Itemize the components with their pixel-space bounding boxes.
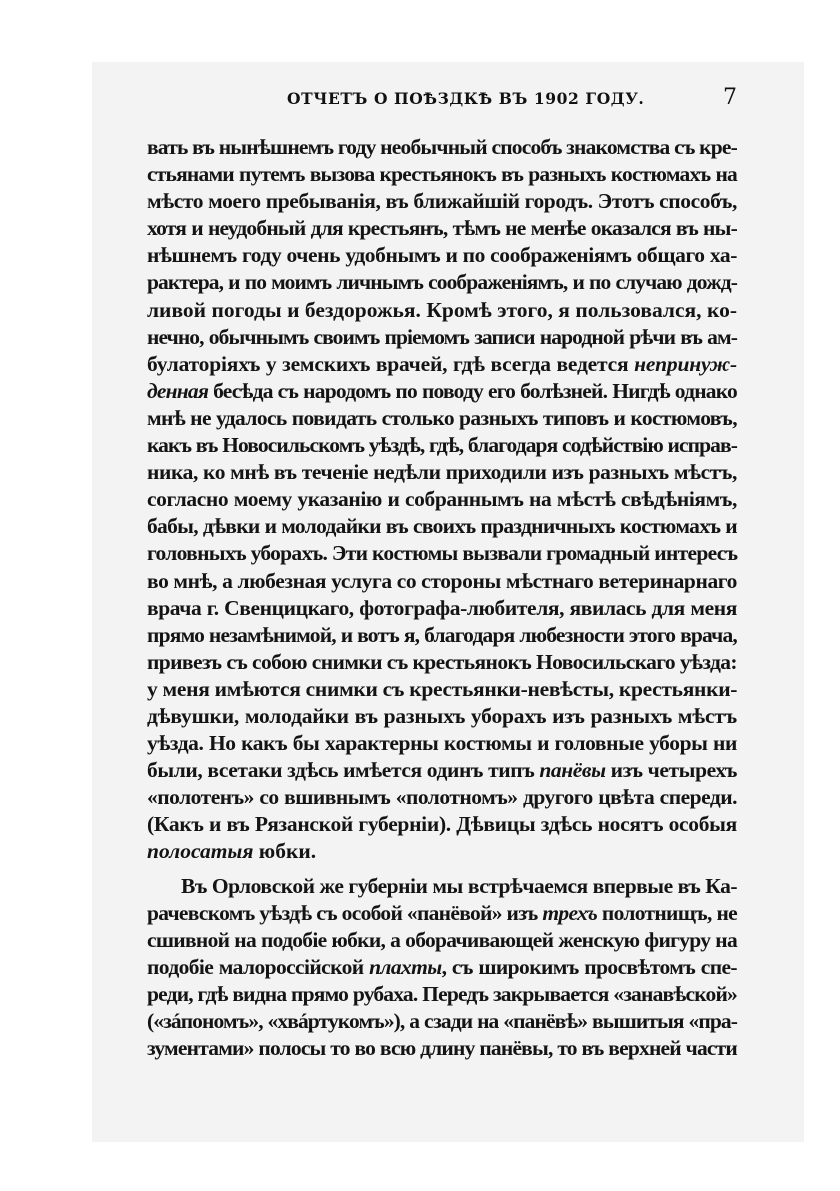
text-line: какъ въ Новосильскомъ уѣздѣ, гдѣ, благодаря содѣйствію исправ- — [147, 433, 737, 458]
text-line: прямо незамѣнимой, и вотъ я, благодаря любезности этого врача, — [147, 622, 737, 647]
text-line — [147, 757, 737, 784]
paragraph-2 — [147, 873, 737, 1063]
page-number: 7 — [723, 85, 737, 110]
text-line: во мнѣ, а любезная услуга со стороны мѣстнаго ветеринарнаго — [147, 568, 737, 593]
page-header — [147, 85, 737, 115]
text-line: рактера, и по моимъ личнымъ соображеніямъ, и по случаю дожд- — [147, 270, 737, 295]
text-line — [147, 954, 737, 981]
text-line: зументами» полосы то во всю длину панёвы, то въ верхней части — [147, 1036, 737, 1061]
text-line: хотя и неудобный для крестьянъ, тѣмъ не менѣе оказался въ ны- — [147, 216, 737, 241]
text-run: булаторіяхъ у земскихъ врачей, гдѣ всегда ведется — [147, 351, 635, 376]
text-line: нечно, обычнымъ своимъ пріемомъ записи народной рѣчи въ ам- — [147, 324, 737, 349]
italic-term: полосатыя — [147, 839, 254, 864]
text-line: ливой погоды и бездорожья. Кромѣ этого, я пользовался, ко- — [147, 297, 737, 322]
text-line — [147, 351, 737, 378]
text-run: , съ широкимъ просвѣтомъ спе- — [441, 954, 737, 979]
text-line: бабы, дѣвки и молодайки въ своихъ праздничныхъ костюмахъ и — [147, 514, 737, 539]
text-line: нѣшнемъ году очень удобнымъ и по соображеніямъ общаго ха- — [147, 243, 737, 268]
text-line: у меня имѣются снимки съ крестьянки-невѣсты, крестьянки- — [147, 676, 738, 701]
text-line: вать въ нынѣшнемъ году необычный способъ знакомства съ кре- — [147, 135, 737, 159]
text-line: («зáпономъ», «хвáртукомъ»), а сзади на «панёвѣ» вышитыя «пра- — [147, 1009, 737, 1033]
text-line: головныхъ уборахъ. Эти костюмы вызвали громадный интересъ — [147, 541, 738, 566]
body-text — [147, 134, 737, 1062]
italic-term: денная — [147, 378, 209, 403]
text-line — [147, 838, 737, 865]
italic-term: плахты — [369, 954, 442, 979]
text-run: рачевскомъ уѣздѣ съ особой «панёвой» изъ — [147, 900, 543, 925]
text-run: бесѣда съ народомъ по поводу его болѣзней. Нигдѣ однако — [208, 378, 737, 403]
text-line — [147, 378, 737, 405]
text-line: мѣсто моего пребыванія, въ ближайшій городъ. Этотъ способъ, — [147, 189, 737, 214]
text-run: изъ четырехъ — [605, 758, 738, 783]
text-line: привезъ съ собою снимки съ крестьянокъ Новосильскаго уѣзда: — [147, 649, 737, 674]
italic-term: непринуж- — [634, 351, 737, 376]
text-run: юбки. — [253, 839, 317, 864]
text-line: Въ Орловской же губерніи мы встрѣчаемся впервые въ Ка- — [181, 873, 737, 898]
text-line: врача г. Свенцицкаго, фотографа-любителя, явилась для меня — [147, 595, 737, 620]
text-line: дѣвушки, молодайки въ разныхъ уборахъ изъ разныхъ мѣстъ — [147, 703, 737, 728]
text-line: согласно моему указанію и собраннымъ на мѣстѣ свѣдѣніямъ, — [147, 487, 737, 512]
text-line: «полотенъ» со вшивнымъ «полотномъ» другого цвѣта спереди. — [147, 785, 737, 810]
text-line: сшивной на подобіе юбки, а оборачивающей женскую фигуру на — [147, 927, 737, 952]
text-line: уѣзда. Но какъ бы характерны костюмы и головные уборы ни — [147, 731, 737, 756]
text-line — [147, 900, 737, 927]
text-line: реди, гдѣ видна прямо рубаха. Передъ закрывается «занавѣской» — [147, 981, 737, 1006]
paragraph-1 — [147, 134, 737, 866]
text-line: мнѣ не удалось повидать столько разныхъ типовъ и костюмовъ, — [147, 405, 737, 430]
running-title: ОТЧЕТЪ О ПОѢЗДКѢ ВЪ 1902 ГОДУ. — [287, 89, 645, 108]
text-line: стьянами путемъ вызова крестьянокъ въ разныхъ костюмахъ на — [147, 162, 737, 187]
text-run: подобіе малороссійской — [147, 954, 370, 979]
text-run: полотнищъ, не — [597, 900, 737, 925]
text-line: (Какъ и въ Рязанской губерніи). Дѣвицы здѣсь носятъ особыя — [147, 812, 737, 837]
italic-term: панёвы — [539, 758, 606, 783]
text-run: были, всетаки здѣсь имѣется одинъ типъ — [147, 758, 540, 783]
italic-term: трехъ — [542, 900, 598, 925]
text-line: ника, ко мнѣ въ теченіе недѣли приходили изъ разныхъ мѣстъ, — [147, 460, 737, 485]
